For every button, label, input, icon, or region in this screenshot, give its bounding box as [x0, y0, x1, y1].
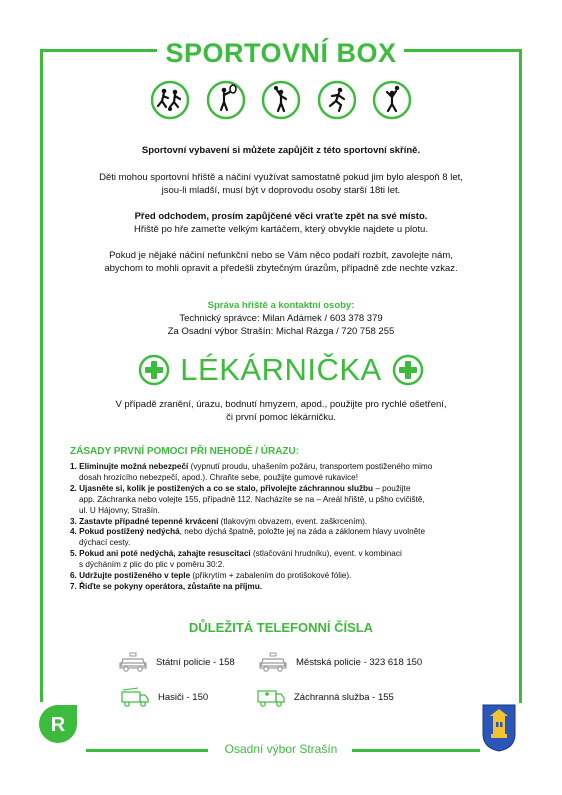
city-police-label: Městská policie - 323 618 150 — [296, 656, 423, 668]
first-aid-title: LÉKÁRNIČKA — [180, 352, 382, 387]
rules-list — [70, 462, 510, 593]
contacts-line1: Technický správce: Milan Adámek / 603 378 379 — [179, 313, 383, 324]
rule-number: 6. — [70, 571, 77, 581]
rule-item — [70, 527, 510, 549]
rule-number: 4. — [70, 527, 77, 537]
fire-label: Hasiči - 150 — [158, 691, 209, 703]
rule-item — [70, 571, 510, 582]
first-aid-text-line2: či první pomoc lékárničku. — [226, 412, 336, 423]
rule-continuation: dýchací cesty. — [79, 538, 131, 548]
rule-item — [70, 517, 510, 528]
contacts-heading: Správa hřiště a kontaktní osoby: — [207, 300, 355, 311]
police-car-icon — [258, 651, 288, 673]
r-logo-letter: R — [50, 714, 66, 736]
phone-state-police — [118, 651, 235, 673]
rule-rest: , nebo dýchá špatně, položte jej na záda a záklonem hlavy uvolněte — [179, 527, 426, 537]
rule-bold: Eliminujte možná nebezpečí — [79, 462, 189, 471]
page-title: SPORTOVNÍ BOX — [165, 38, 397, 68]
medical-cross-icon — [392, 354, 424, 386]
footer-text: Osadní výbor Strašín — [224, 742, 338, 756]
rule-bold: Pokud ani poté nedýchá, zahajte resuscitaci — [79, 549, 251, 559]
rule-bold: Zastavte případné tepenné krvácení — [79, 516, 219, 526]
first-aid-header — [0, 352, 562, 388]
phones-heading: DŮLEŽITÁ TELEFONNÍ ČÍSLA — [188, 620, 374, 635]
rule-rest: (tlakovým obvazem, event. zaškrcením). — [218, 516, 368, 526]
intro-p2-line2: jsou-li mladší, musí být v doprovodu osoby starší 18ti let. — [161, 185, 401, 196]
rule-number: 3. — [70, 516, 77, 526]
rule-continuation: app. Záchranka nebo volejte 155, případně 112. Nacházíte se na – Areál hřiště, u pšho cvičiště, — [79, 494, 425, 504]
police-car-icon — [118, 651, 148, 673]
rule-number: 7. — [70, 581, 77, 591]
tennis-player-icon — [206, 80, 246, 120]
fire-truck-icon — [120, 686, 150, 708]
intro-p1: Sportovní vybavení si můžete zapůjčit z této sportovní skříně. — [141, 145, 421, 156]
rule-bold: Ujasněte si, kolik je postižených a co se stalo, přivolejte záchrannou službu — [79, 483, 374, 493]
rule-continuation: ul. U Hájovny, Strašín. — [79, 505, 160, 515]
ambulance-icon — [256, 686, 286, 708]
rule-number: 1. — [70, 462, 77, 471]
medical-cross-icon — [138, 354, 170, 386]
r-logo — [37, 703, 79, 745]
rule-bold: Udržujte postiženého v teple — [79, 571, 191, 581]
coat-of-arms-icon — [482, 704, 516, 752]
rule-number: 5. — [70, 549, 77, 559]
basketball-player-icon — [261, 80, 301, 120]
rule-item — [70, 549, 510, 571]
rule-rest: (stlačování hrudníku), event. v kombinaci — [250, 549, 402, 559]
rule-item — [70, 582, 510, 593]
ambulance-label: Záchranná služba - 155 — [294, 691, 394, 703]
intro-p3-line1: Před odchodem, prosím zapůjčené věci vraťte zpět na své místo. — [134, 211, 428, 222]
rule-continuation: s dýcháním z plic do plic v poměru 30:2. — [79, 560, 225, 570]
rule-item — [70, 484, 510, 517]
phone-city-police — [258, 651, 422, 673]
rule-rest: – použijte — [373, 483, 411, 493]
runner-icon — [317, 80, 357, 120]
intro-p2-line1: Děti mohou sportovní hřiště a náčiní využívat samostatně pokud jim bylo alespoň 8 let, — [99, 172, 463, 183]
rules-heading: ZÁSADY PRVNÍ POMOCI PŘI NEHODĚ / ÚRAZU: — [70, 446, 300, 457]
rule-number: 2. — [70, 483, 77, 493]
first-aid-text-line1: V případě zranění, úrazu, bodnutí hmyzem, apod., použijte pro rychlé ošetření, — [115, 399, 447, 410]
state-police-label: Státní policie - 158 — [156, 656, 235, 668]
phone-ambulance — [256, 686, 394, 708]
rule-item — [70, 462, 510, 484]
phone-fire — [120, 686, 208, 708]
rule-rest: (vypnutí proudu, uhašením požáru, transportem postiženého mimo — [188, 462, 433, 471]
soccer-players-icon — [150, 80, 190, 120]
rule-continuation: dosah hrozícího nebezpečí, apod.). Chraňte sebe, použijte gumové rukavice! — [79, 472, 358, 482]
intro-p3-line2: Hřiště po hře zameťte velkým kartáčem, který obvykle najdete u plotu. — [134, 224, 428, 235]
rule-rest: (přikrytím + zabalením do protišokové fólie). — [190, 571, 352, 581]
intro-p4-line1: Pokud je nějaké náčiní nefunkční nebo se Vám něco podaří rozbít, zavolejte nám, — [109, 250, 453, 261]
rule-bold: Pokud postižený nedýchá — [79, 527, 180, 537]
volleyball-player-icon — [372, 80, 412, 120]
rule-bold: Řiďte se pokyny operátora, zůstaňte na příjmu. — [79, 581, 262, 591]
intro-p4-line2: abychom to mohli opravit a předešli zbytečným úrazům, případně zde nechte vzkaz. — [104, 263, 458, 274]
sport-icons-row — [150, 80, 412, 120]
contacts-line2: Za Osadní výbor Strašín: Michal Rázga / 720 758 255 — [167, 326, 395, 337]
